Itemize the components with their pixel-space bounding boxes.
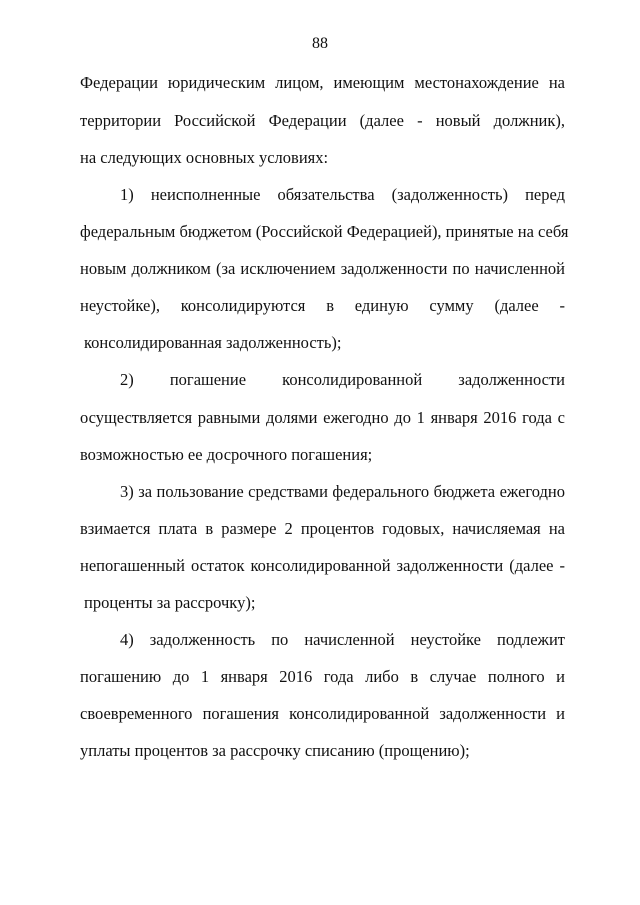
text-line: проценты за рассрочку);: [84, 593, 256, 612]
text-line: Федерации юридическим лицом, имеющим местонахождение на: [80, 73, 565, 92]
text-line: федеральным бюджетом (Российской Федерацией), принятые на себя: [80, 222, 569, 241]
text-line: своевременного погашения консолидированной задолженности и: [80, 704, 565, 723]
text-line: новым должником (за исключением задолженности по начисленной: [80, 259, 565, 278]
text-line: взимается плата в размере 2 процентов годовых, начисляемая на: [80, 519, 565, 538]
text-line: погашению до 1 января 2016 года либо в случае полного и: [80, 667, 565, 686]
text-line: 2) погашение консолидированной задолженности: [120, 370, 565, 389]
text-line: на следующих основных условиях:: [80, 148, 329, 167]
text-line: 4) задолженность по начисленной неустойке подлежит: [120, 630, 565, 649]
text-line: неустойке), консолидируются в единую сумму (далее -: [80, 296, 565, 315]
text-line: непогашенный остаток консолидированной задолженности (далее -: [80, 556, 565, 575]
text-line: консолидированная задолженность);: [84, 333, 342, 352]
page-number: 88: [312, 35, 328, 52]
text-line: осуществляется равными долями ежегодно до 1 января 2016 года с: [80, 408, 565, 427]
text-line: уплаты процентов за рассрочку списанию (прощению);: [80, 741, 470, 760]
text-line: 3) за пользование средствами федерального бюджета ежегодно: [120, 482, 565, 501]
text-line: территории Российской Федерации (далее - новый должник),: [80, 111, 565, 130]
text-line: возможностью ее досрочного погашения;: [80, 445, 373, 464]
text-line: 1) неисполненные обязательства (задолженность) перед: [120, 185, 565, 204]
